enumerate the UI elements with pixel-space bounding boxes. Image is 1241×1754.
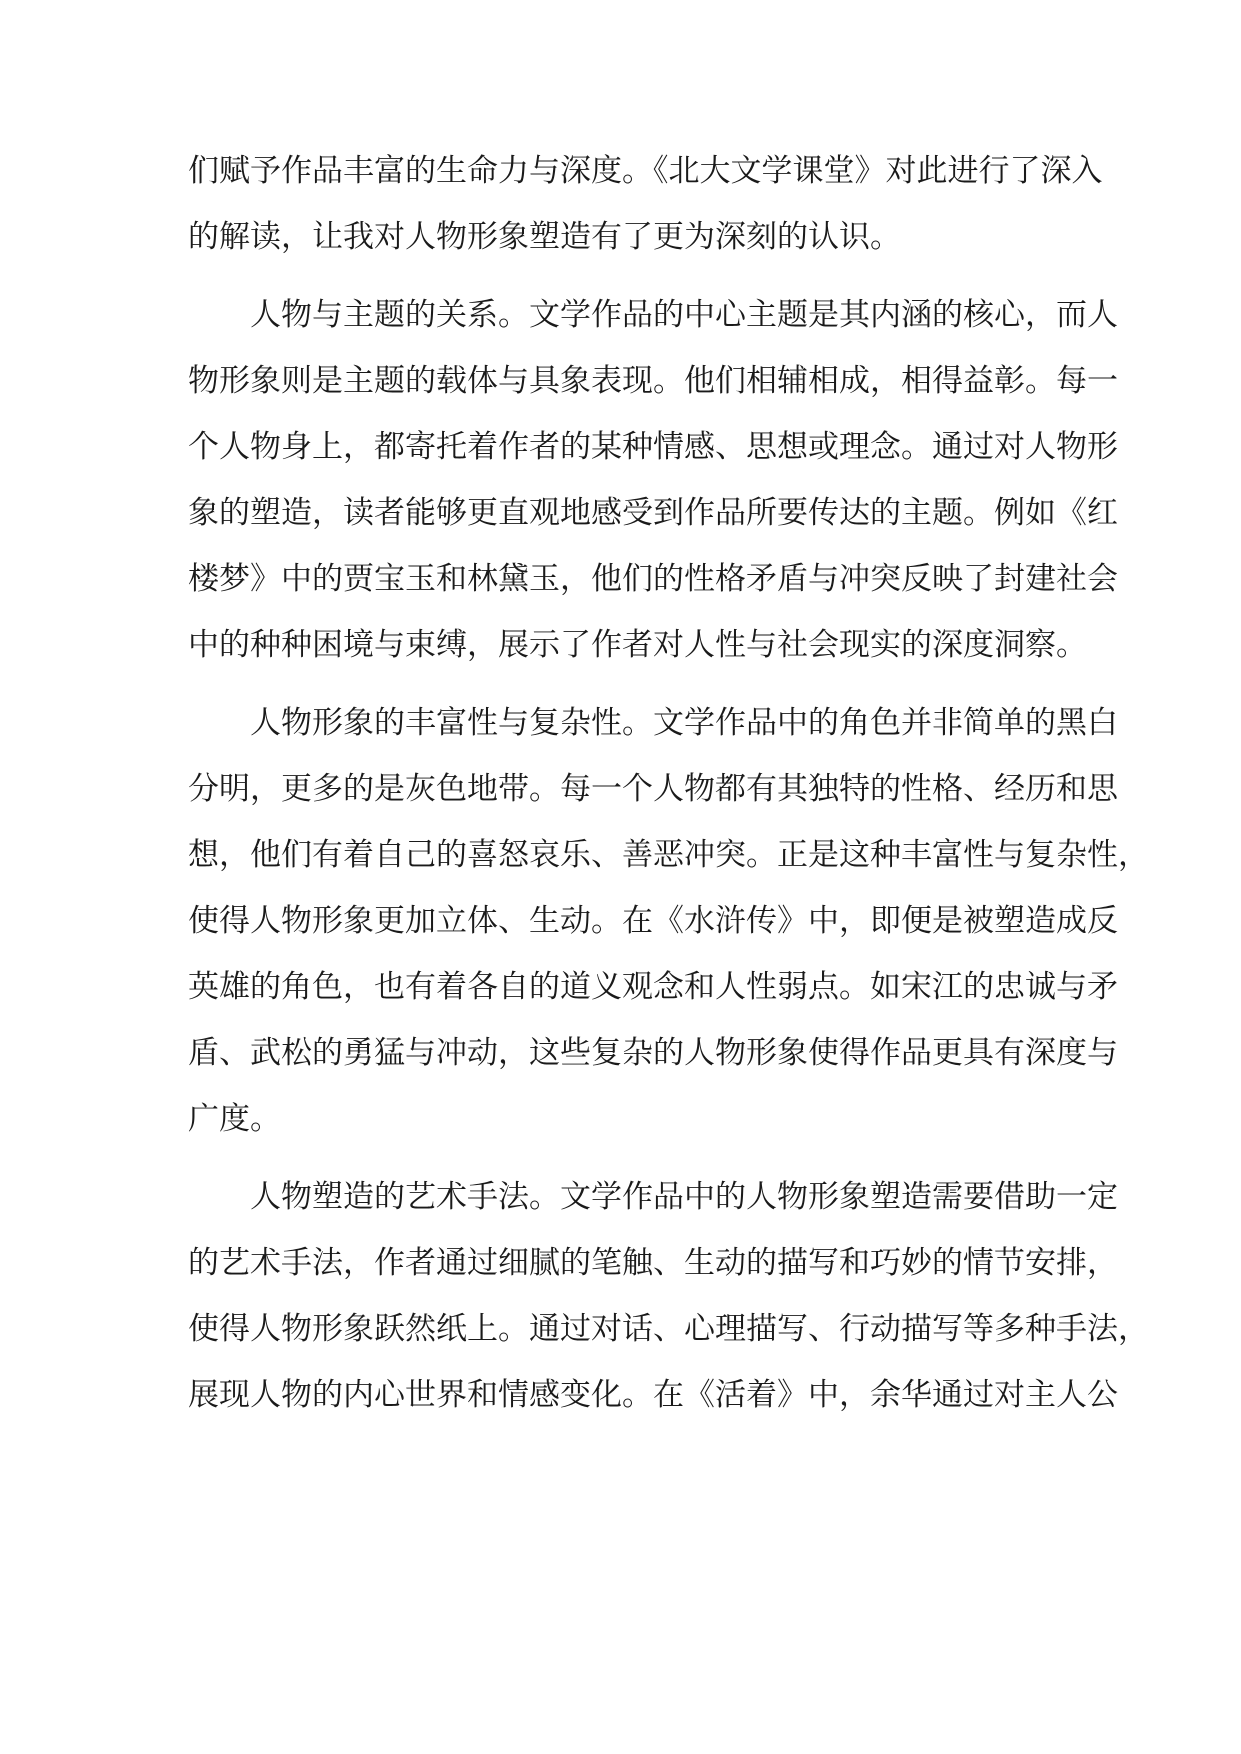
text-line: 使得人物形象更加立体、生动。在《水浒传》中，即便是被塑造成反 xyxy=(188,903,1118,939)
document-body xyxy=(188,138,1149,1428)
text-line: 象的塑造，读者能够更直观地感受到作品所要传达的主题。例如《红 xyxy=(188,495,1118,531)
text-line: 的艺术手法，作者通过细腻的笔触、生动的描写和巧妙的情节安排， xyxy=(188,1245,1118,1281)
text-line: 人物形象的丰富性与复杂性。文学作品中的角色并非简单的黑白 xyxy=(250,705,1118,741)
paragraph-spacing xyxy=(188,678,1058,690)
text-line: 物形象则是主题的载体与具象表现。他们相辅相成，相得益彰。每一 xyxy=(188,363,1118,399)
text-line: 英雄的角色，也有着各自的道义观念和人性弱点。如宋江的忠诚与矛 xyxy=(188,969,1118,1005)
paragraph xyxy=(188,138,1103,270)
text-line: 分明，更多的是灰色地带。每一个人物都有其独特的性格、经历和思 xyxy=(188,771,1118,807)
text-line: 个人物身上，都寄托着作者的某种情感、思想或理念。通过对人物形 xyxy=(188,429,1118,465)
text-line: 使得人物形象跃然纸上。通过对话、心理描写、行动描写等多种手法， xyxy=(188,1311,1149,1347)
text-line: 盾、武松的勇猛与冲动，这些复杂的人物形象使得作品更具有深度与 xyxy=(188,1035,1118,1071)
paragraph xyxy=(188,690,1149,1152)
paragraph-spacing xyxy=(188,1152,1058,1164)
text-line: 楼梦》中的贾宝玉和林黛玉，他们的性格矛盾与冲突反映了封建社会 xyxy=(188,561,1118,597)
text-line: 广度。 xyxy=(188,1101,281,1137)
paragraph xyxy=(188,282,1118,678)
text-line: 的解读，让我对人物形象塑造有了更为深刻的认识。 xyxy=(188,219,901,255)
text-line: 展现人物的内心世界和情感变化。在《活着》中，余华通过对主人公 xyxy=(188,1377,1118,1413)
text-line: 们赋予作品丰富的生命力与深度。《北大文学课堂》对此进行了深入 xyxy=(188,153,1103,189)
paragraph xyxy=(188,1164,1149,1428)
text-line: 想，他们有着自己的喜怒哀乐、善恶冲突。正是这种丰富性与复杂性， xyxy=(188,837,1149,873)
text-line: 中的种种困境与束缚，展示了作者对人性与社会现实的深度洞察。 xyxy=(188,627,1087,663)
text-line: 人物塑造的艺术手法。文学作品中的人物形象塑造需要借助一定 xyxy=(250,1179,1118,1215)
text-line: 人物与主题的关系。文学作品的中心主题是其内涵的核心，而人 xyxy=(250,297,1118,333)
paragraph-spacing xyxy=(188,270,1058,282)
